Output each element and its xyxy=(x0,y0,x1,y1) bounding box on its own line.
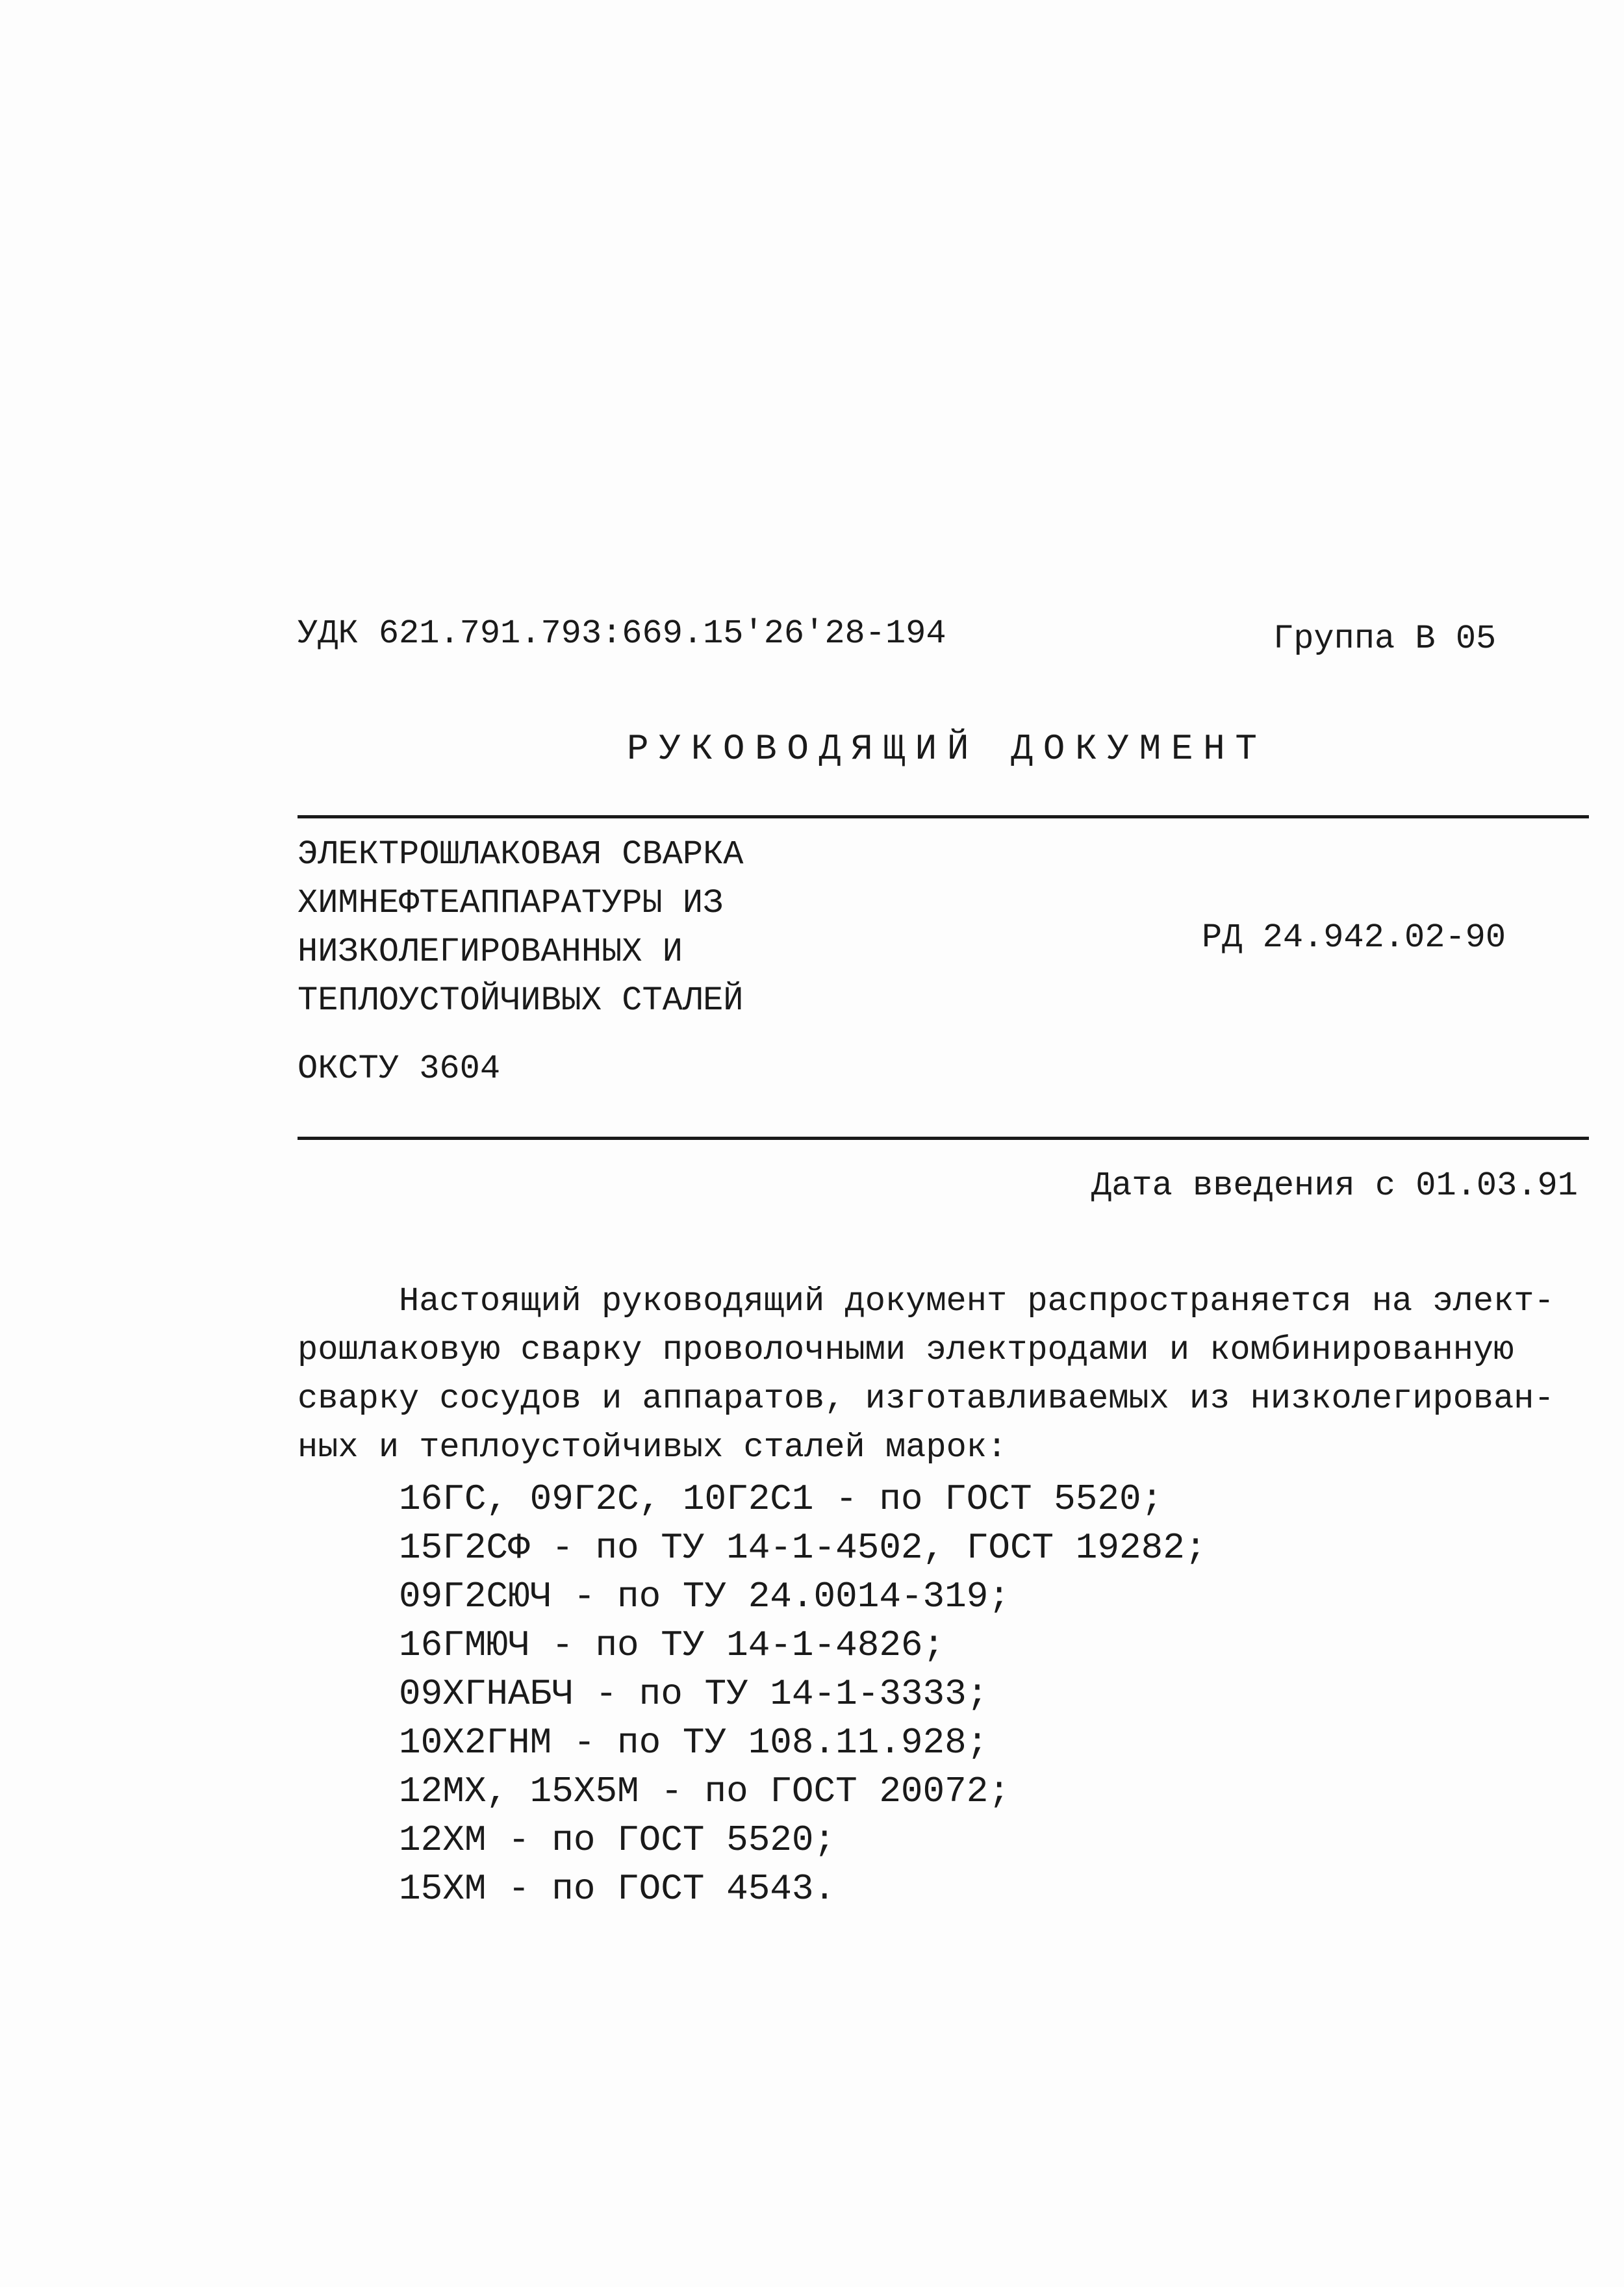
paragraph-line: сварку сосудов и аппаратов, изготавливаемых из низколегирован- xyxy=(298,1380,1554,1418)
steel-grade-item: 09ХГНАБЧ - по ТУ 14-1-3333; xyxy=(399,1673,989,1715)
title-line: НИЗКОЛЕГИРОВАННЫХ И xyxy=(298,933,683,971)
document-type-heading: РУКОВОДЯЩИЙ ДОКУМЕНТ xyxy=(627,728,1267,770)
bottom-rule xyxy=(298,1137,1589,1140)
steel-grade-item: 16ГМЮЧ - по ТУ 14-1-4826; xyxy=(399,1624,945,1666)
date-of-introduction: Дата введения с 01.03.91 xyxy=(1091,1167,1578,1205)
paragraph-line: ных и теплоустойчивых сталей марок: xyxy=(298,1428,1008,1467)
steel-grade-item: 16ГС, 09Г2С, 10Г2С1 - по ГОСТ 5520; xyxy=(399,1478,1163,1520)
document-number: РД 24.942.02-90 xyxy=(1202,918,1506,957)
steel-grade-item: 12ХМ - по ГОСТ 5520; xyxy=(399,1819,836,1861)
steel-grade-item: 15Г2СФ - по ТУ 14-1-4502, ГОСТ 19282; xyxy=(399,1527,1207,1569)
paragraph-line: рошлаковую сварку проволочными электродами и комбинированную xyxy=(298,1331,1514,1369)
steel-grade-item: 15ХМ - по ГОСТ 4543. xyxy=(399,1868,836,1910)
steel-grade-item: 09Г2СЮЧ - по ТУ 24.0014-319; xyxy=(399,1576,1010,1617)
title-line: ЭЛЕКТРОШЛАКОВАЯ СВАРКА xyxy=(298,835,744,874)
paragraph-line: Настоящий руководящий документ распространяется на элект- xyxy=(399,1282,1554,1320)
udk-code: УДК 621.791.793:669.15'26'28-194 xyxy=(298,614,946,653)
title-line: ХИМНЕФТЕАППАРАТУРЫ ИЗ xyxy=(298,884,724,922)
okstu-code: ОКСТУ 3604 xyxy=(298,1050,501,1088)
group-code: Группа В 05 xyxy=(1273,620,1497,658)
title-line: ТЕПЛОУСТОЙЧИВЫХ СТАЛЕЙ xyxy=(298,981,744,1020)
top-rule xyxy=(298,815,1589,818)
steel-grade-item: 10Х2ГНМ - по ТУ 108.11.928; xyxy=(399,1722,989,1763)
steel-grade-item: 12МХ, 15Х5М - по ГОСТ 20072; xyxy=(399,1771,1010,1812)
